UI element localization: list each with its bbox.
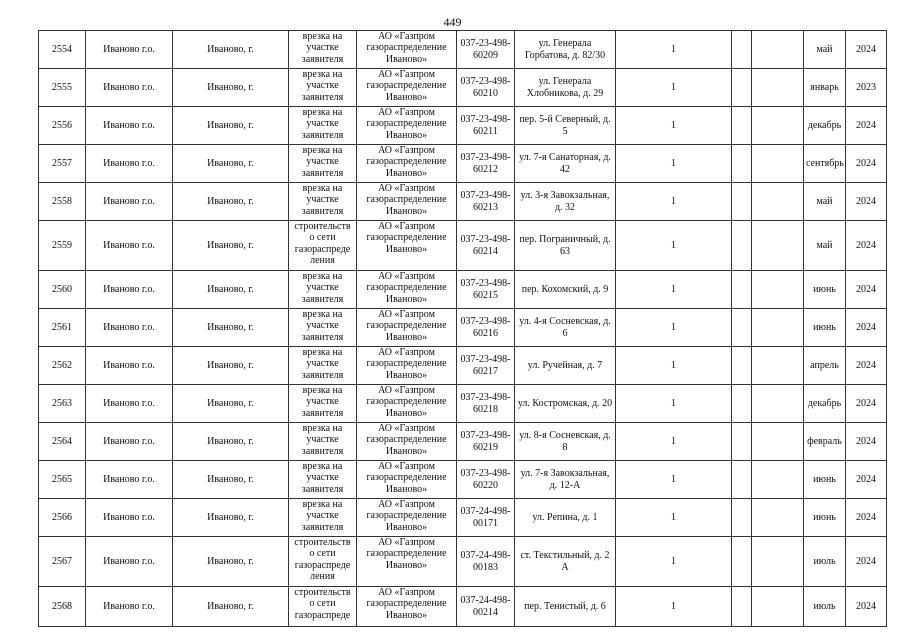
count-cell: 1	[616, 587, 732, 627]
application-code-cell: 037-23-498-60218	[457, 385, 515, 423]
row-number: 2554	[39, 31, 86, 69]
application-code-cell: 037-23-498-60215	[457, 271, 515, 309]
organization-cell: АО «Газпром газораспределение Иваново»	[357, 183, 457, 221]
year-cell: 2024	[846, 271, 887, 309]
city-cell: Иваново, г.	[173, 347, 289, 385]
district-cell: Иваново г.о.	[86, 145, 173, 183]
address-cell: пер. Кохомский, д. 9	[515, 271, 616, 309]
work-type-cell: врезка на участке заявителя	[289, 69, 357, 107]
count-cell: 1	[616, 499, 732, 537]
application-code-cell: 037-23-498-60210	[457, 69, 515, 107]
district-cell: Иваново г.о.	[86, 221, 173, 271]
empty-cell	[752, 461, 804, 499]
empty-cell	[732, 183, 752, 221]
city-cell: Иваново, г.	[173, 69, 289, 107]
table-row	[39, 537, 887, 587]
empty-cell	[752, 183, 804, 221]
address-cell: пер. 5-й Северный, д. 5	[515, 107, 616, 145]
month-cell: июль	[804, 587, 846, 627]
work-type-cell: врезка на участке заявителя	[289, 145, 357, 183]
address-cell: пер. Пограничный, д. 63	[515, 221, 616, 271]
table-row	[39, 423, 887, 461]
table-row	[39, 145, 887, 183]
organization-cell: АО «Газпром газораспределение Иваново»	[357, 309, 457, 347]
empty-cell	[752, 145, 804, 183]
gasification-table	[38, 30, 887, 627]
count-cell: 1	[616, 347, 732, 385]
month-cell: апрель	[804, 347, 846, 385]
empty-cell	[732, 69, 752, 107]
address-cell: ул. 3-я Завокзальная, д. 32	[515, 183, 616, 221]
table-row	[39, 385, 887, 423]
empty-cell	[752, 221, 804, 271]
count-cell: 1	[616, 385, 732, 423]
organization-cell: АО «Газпром газораспределение Иваново»	[357, 107, 457, 145]
city-cell: Иваново, г.	[173, 145, 289, 183]
year-cell: 2024	[846, 385, 887, 423]
application-code-cell: 037-23-498-60216	[457, 309, 515, 347]
district-cell: Иваново г.о.	[86, 587, 173, 627]
row-number: 2562	[39, 347, 86, 385]
year-cell: 2024	[846, 347, 887, 385]
organization-cell: АО «Газпром газораспределение Иваново»	[357, 461, 457, 499]
address-cell: ул. 8-я Сосневская, д. 8	[515, 423, 616, 461]
address-cell: ул. 7-я Санаторная, д. 42	[515, 145, 616, 183]
year-cell: 2024	[846, 537, 887, 587]
empty-cell	[752, 499, 804, 537]
application-code-cell: 037-23-498-60213	[457, 183, 515, 221]
work-type-cell: врезка на участке заявителя	[289, 461, 357, 499]
table-row	[39, 309, 887, 347]
city-cell: Иваново, г.	[173, 499, 289, 537]
empty-cell	[752, 309, 804, 347]
month-cell: декабрь	[804, 385, 846, 423]
table-row	[39, 69, 887, 107]
application-code-cell: 037-23-498-60219	[457, 423, 515, 461]
district-cell: Иваново г.о.	[86, 385, 173, 423]
district-cell: Иваново г.о.	[86, 107, 173, 145]
table-row	[39, 587, 887, 627]
organization-cell: АО «Газпром газораспределение Иваново»	[357, 31, 457, 69]
month-cell: февраль	[804, 423, 846, 461]
empty-cell	[732, 347, 752, 385]
work-type-cell: врезка на участке заявителя	[289, 107, 357, 145]
row-number: 2567	[39, 537, 86, 587]
city-cell: Иваново, г.	[173, 271, 289, 309]
row-number: 2566	[39, 499, 86, 537]
work-type-cell: врезка на участке заявителя	[289, 31, 357, 69]
organization-cell: АО «Газпром газораспределение Иваново»	[357, 385, 457, 423]
table-row	[39, 183, 887, 221]
empty-cell	[732, 221, 752, 271]
count-cell: 1	[616, 271, 732, 309]
organization-cell: АО «Газпром газораспределение Иваново»	[357, 221, 457, 271]
organization-cell: АО «Газпром газораспределение Иваново»	[357, 499, 457, 537]
district-cell: Иваново г.о.	[86, 309, 173, 347]
city-cell: Иваново, г.	[173, 461, 289, 499]
city-cell: Иваново, г.	[173, 107, 289, 145]
month-cell: июнь	[804, 499, 846, 537]
city-cell: Иваново, г.	[173, 385, 289, 423]
application-code-cell: 037-23-498-60211	[457, 107, 515, 145]
district-cell: Иваново г.о.	[86, 271, 173, 309]
month-cell: январь	[804, 69, 846, 107]
table-row	[39, 221, 887, 271]
work-type-cell: врезка на участке заявителя	[289, 423, 357, 461]
row-number: 2565	[39, 461, 86, 499]
table-row	[39, 499, 887, 537]
empty-cell	[732, 107, 752, 145]
address-cell: ул. 4-я Сосневская, д. 6	[515, 309, 616, 347]
count-cell: 1	[616, 461, 732, 499]
organization-cell: АО «Газпром газораспределение Иваново»	[357, 69, 457, 107]
empty-cell	[752, 587, 804, 627]
city-cell: Иваново, г.	[173, 31, 289, 69]
work-type-cell: врезка на участке заявителя	[289, 183, 357, 221]
empty-cell	[752, 271, 804, 309]
month-cell: май	[804, 31, 846, 69]
application-code-cell: 037-24-498-00214	[457, 587, 515, 627]
application-code-cell: 037-23-498-60214	[457, 221, 515, 271]
year-cell: 2024	[846, 221, 887, 271]
organization-cell: АО «Газпром газораспределение Иваново»	[357, 145, 457, 183]
count-cell: 1	[616, 423, 732, 461]
organization-cell: АО «Газпром газораспределение Иваново»	[357, 347, 457, 385]
empty-cell	[732, 31, 752, 69]
work-type-cell: врезка на участке заявителя	[289, 271, 357, 309]
organization-cell: АО «Газпром газораспределение Иваново»	[357, 587, 457, 627]
count-cell: 1	[616, 31, 732, 69]
organization-cell: АО «Газпром газораспределение Иваново»	[357, 537, 457, 587]
address-cell: ул. Костромская, д. 20	[515, 385, 616, 423]
city-cell: Иваново, г.	[173, 423, 289, 461]
address-cell: ул. Репина, д. 1	[515, 499, 616, 537]
empty-cell	[752, 537, 804, 587]
district-cell: Иваново г.о.	[86, 347, 173, 385]
year-cell: 2024	[846, 587, 887, 627]
empty-cell	[752, 69, 804, 107]
application-code-cell: 037-24-498-00171	[457, 499, 515, 537]
district-cell: Иваново г.о.	[86, 183, 173, 221]
year-cell: 2024	[846, 145, 887, 183]
month-cell: июнь	[804, 461, 846, 499]
row-number: 2559	[39, 221, 86, 271]
empty-cell	[752, 31, 804, 69]
district-cell: Иваново г.о.	[86, 499, 173, 537]
district-cell: Иваново г.о.	[86, 461, 173, 499]
count-cell: 1	[616, 183, 732, 221]
row-number: 2557	[39, 145, 86, 183]
city-cell: Иваново, г.	[173, 537, 289, 587]
empty-cell	[732, 309, 752, 347]
application-code-cell: 037-23-498-60209	[457, 31, 515, 69]
page-number: 449	[443, 15, 462, 29]
month-cell: декабрь	[804, 107, 846, 145]
city-cell: Иваново, г.	[173, 587, 289, 627]
work-type-cell: врезка на участке заявителя	[289, 347, 357, 385]
address-cell: ул. 7-я Завокзальная, д. 12-А	[515, 461, 616, 499]
row-number: 2561	[39, 309, 86, 347]
address-cell: ул. Ручейная, д. 7	[515, 347, 616, 385]
month-cell: июль	[804, 537, 846, 587]
row-number: 2555	[39, 69, 86, 107]
district-cell: Иваново г.о.	[86, 69, 173, 107]
row-number: 2568	[39, 587, 86, 627]
city-cell: Иваново, г.	[173, 221, 289, 271]
count-cell: 1	[616, 221, 732, 271]
empty-cell	[752, 423, 804, 461]
empty-cell	[732, 537, 752, 587]
empty-cell	[732, 271, 752, 309]
district-cell: Иваново г.о.	[86, 537, 173, 587]
year-cell: 2024	[846, 461, 887, 499]
table-row	[39, 31, 887, 69]
year-cell: 2024	[846, 31, 887, 69]
row-number: 2560	[39, 271, 86, 309]
application-code-cell: 037-23-498-60217	[457, 347, 515, 385]
row-number: 2564	[39, 423, 86, 461]
count-cell: 1	[616, 145, 732, 183]
year-cell: 2024	[846, 309, 887, 347]
year-cell: 2024	[846, 183, 887, 221]
work-type-cell: врезка на участке заявителя	[289, 385, 357, 423]
month-cell: май	[804, 221, 846, 271]
year-cell: 2023	[846, 69, 887, 107]
count-cell: 1	[616, 107, 732, 145]
table-row	[39, 461, 887, 499]
row-number: 2558	[39, 183, 86, 221]
address-cell: ст. Текстильный, д. 2 А	[515, 537, 616, 587]
work-type-cell: строительств о сети газораспреде ления	[289, 221, 357, 271]
work-type-cell: строительств о сети газораспреде ления	[289, 537, 357, 587]
row-number: 2556	[39, 107, 86, 145]
table-row	[39, 347, 887, 385]
year-cell: 2024	[846, 423, 887, 461]
year-cell: 2024	[846, 107, 887, 145]
empty-cell	[752, 107, 804, 145]
empty-cell	[732, 499, 752, 537]
empty-cell	[732, 385, 752, 423]
count-cell: 1	[616, 69, 732, 107]
count-cell: 1	[616, 309, 732, 347]
count-cell: 1	[616, 537, 732, 587]
empty-cell	[732, 461, 752, 499]
address-cell: пер. Тенистый, д. 6	[515, 587, 616, 627]
application-code-cell: 037-23-498-60220	[457, 461, 515, 499]
application-code-cell: 037-23-498-60212	[457, 145, 515, 183]
district-cell: Иваново г.о.	[86, 423, 173, 461]
empty-cell	[732, 145, 752, 183]
month-cell: июнь	[804, 309, 846, 347]
address-cell: ул. Генерала Хлобникова, д. 29	[515, 69, 616, 107]
work-type-cell: строительств о сети газораспреде	[289, 587, 357, 627]
empty-cell	[732, 423, 752, 461]
year-cell: 2024	[846, 499, 887, 537]
address-cell: ул. Генерала Горбатова, д. 82/30	[515, 31, 616, 69]
organization-cell: АО «Газпром газораспределение Иваново»	[357, 271, 457, 309]
organization-cell: АО «Газпром газораспределение Иваново»	[357, 423, 457, 461]
district-cell: Иваново г.о.	[86, 31, 173, 69]
work-type-cell: врезка на участке заявителя	[289, 499, 357, 537]
empty-cell	[732, 587, 752, 627]
table-row	[39, 107, 887, 145]
city-cell: Иваново, г.	[173, 183, 289, 221]
row-number: 2563	[39, 385, 86, 423]
month-cell: сентябрь	[804, 145, 846, 183]
work-type-cell: врезка на участке заявителя	[289, 309, 357, 347]
application-code-cell: 037-24-498-00183	[457, 537, 515, 587]
table-row	[39, 271, 887, 309]
month-cell: июнь	[804, 271, 846, 309]
empty-cell	[752, 347, 804, 385]
city-cell: Иваново, г.	[173, 309, 289, 347]
month-cell: май	[804, 183, 846, 221]
empty-cell	[752, 385, 804, 423]
